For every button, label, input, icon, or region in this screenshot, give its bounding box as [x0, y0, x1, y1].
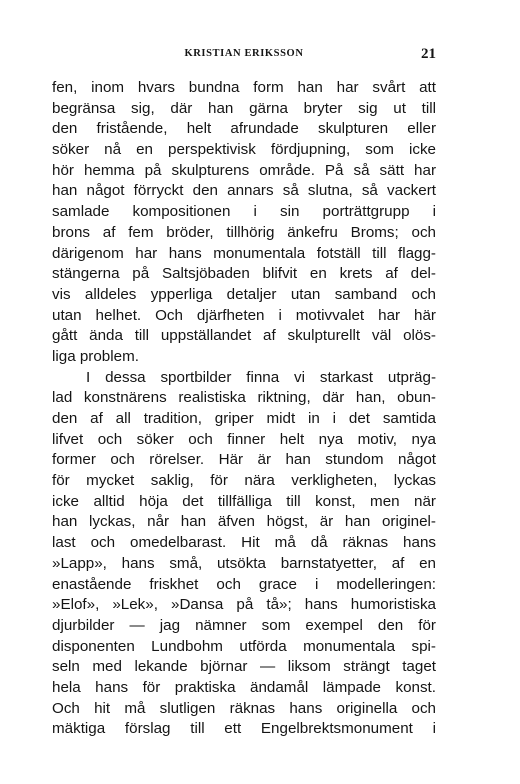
- text-line: lad konstnärens realistiska riktning, där han, obun-: [52, 389, 436, 407]
- text-line: »Lapp», hans små, utsökta barnstatyetter, af en: [52, 554, 436, 572]
- body-text: [52, 78, 436, 740]
- text-line: last och omedelbarast. Hit må då räknas hans: [52, 534, 436, 552]
- text-line: Och hit må slutligen räknas hans originella och: [52, 699, 436, 717]
- text-line: former och rörelser. Här är han stundom något: [52, 451, 436, 469]
- text-line: den fristående, helt afrundade skulpturen eller: [52, 120, 436, 138]
- text-line: fen, inom hvars bundna form han har svårt att: [52, 79, 436, 96]
- text-line: söker nå en perspektivisk fördjupning, som icke: [52, 141, 436, 159]
- text-line: enastående friskhet och grace i modelleringen:: [52, 575, 436, 593]
- text-line: stängerna på Saltsjöbaden blifvit en krets af del-: [52, 265, 436, 283]
- running-head: [52, 48, 436, 68]
- text-line: lifvet och söker och finner helt nya motiv, nya: [52, 430, 436, 448]
- text-line: icke alltid höja det tillfälliga till konst, men när: [52, 492, 436, 510]
- text-line: seln med lekande björnar — liksom strängt taget: [52, 658, 436, 676]
- text-line: begränsa sig, där han gärna bryter sig ut till: [52, 99, 436, 117]
- text-line: vis alldeles ypperliga detaljer utan samband och: [52, 285, 436, 303]
- page-number: 21: [421, 46, 436, 62]
- text-line: utan helhet. Och djärfheten i motivvalet har här: [52, 306, 436, 324]
- paragraph-end-line: liga problem.: [52, 347, 139, 365]
- text-line: mäktiga förslag till ett Engelbrektsmonument i: [52, 720, 436, 738]
- text-line: den af all tradition, griper midt in i det samtida: [52, 410, 436, 427]
- text-line: han något förryckt den annars så slutna, så vackert: [52, 182, 436, 200]
- text-line: brons af fem bröder, tillhörig änkefru Broms; och: [52, 223, 436, 241]
- text-line: hela hans för praktiska ändamål lämpade konst.: [52, 678, 436, 696]
- text-line: disponenten Lundbohm utförda monumentala spi-: [52, 637, 436, 655]
- text-line: hör hemma på skulpturens område. På så sätt har: [52, 161, 436, 179]
- text-line: »Elof», »Lek», »Dansa på tå»; hans humoristiska: [52, 596, 436, 614]
- text-line: gått ända till uppställandet af skulpturellt väl olös-: [52, 327, 436, 345]
- running-title: KRISTIAN ERIKSSON: [184, 48, 304, 59]
- text-line: samlade kompositionen i sin porträttgrupp i: [52, 203, 436, 221]
- paragraph-start-line: I dessa sportbilder finna vi starkast utpräg-: [86, 368, 436, 386]
- text-line: djurbilder — jag nämner som exempel den för: [52, 616, 436, 634]
- text-line: för mycket saklig, för nära verkligheten, lyckas: [52, 472, 436, 490]
- text-line: därigenom har hans monumentala fotställ till flagg-: [52, 244, 436, 262]
- text-line: han lyckas, når han äfven högst, är han originel-: [52, 513, 436, 531]
